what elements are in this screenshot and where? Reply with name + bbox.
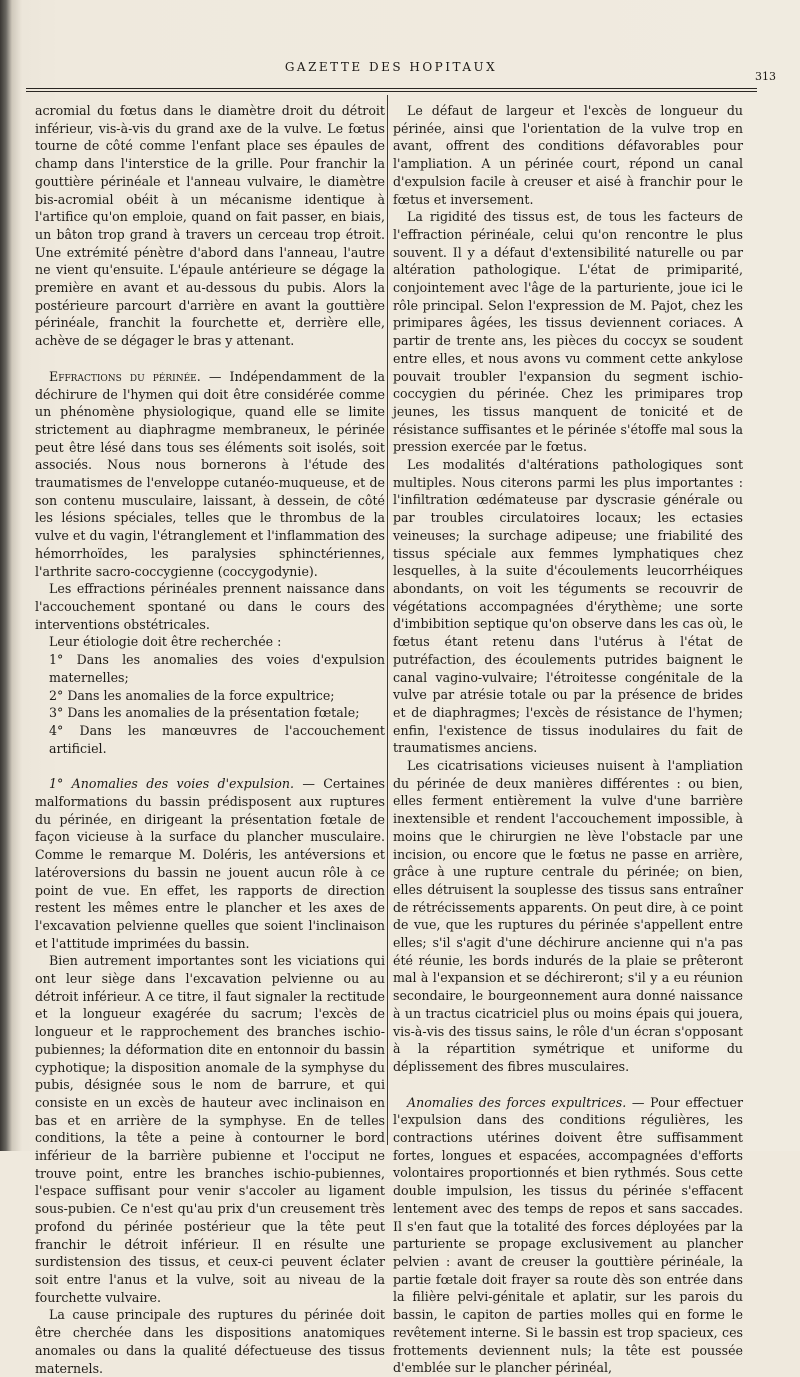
left-column — [35, 102, 385, 1376]
paragraph: Les effractions périnéales prennent naissance dans l'accouchement spontané ou dans le cours des interventions obstétricales. — [35, 581, 385, 632]
list-item: 2° Dans les anomalies de la force expultrice; — [49, 687, 335, 703]
paragraph: Les cicatrisations vicieuses nuisent à l'ampliation du périnée de deux manières différentes : ou bien, elles ferment entièrement la vulve d'une barrière inextensible et rendent l'accouchement impossible, à moins que le chirurgien ne lève l'obstacle par une incision, ou encore que le fœtus ne passe en arrière, grâce à une rupture centrale du périnée; on bien, elles détruisent la souplesse des tissus sans entraîner de rétrécissements apparents. On peut dire, à ce point de vue, que les ruptures du périnée s'appellent entre elles; s'il s'agit d'une déchirure ancienne qui n'a pas été réunie, les bords indurés de la plaie se prêteront mal à l'expansion et se déchireront; s'il y a eu réunion secondaire, le bourgeonnement aura donné naissance à un tractus cicatriciel plus ou moins épais qui jouera, vis-à-vis des tissus sains, le rôle d'un écran s'opposant à la répartition symétrique et uniforme du déplissement des fibres musculaires. — [393, 758, 743, 1074]
paragraph — [35, 775, 385, 952]
list-item: 4° Dans les manœuvres de l'accouchement artificiel. — [49, 722, 385, 756]
page-number: 313 — [755, 70, 776, 83]
section-heading: 1° Anomalies des voies d'expulsion. — [49, 776, 294, 792]
section-heading: Anomalies des forces expultrices. — [407, 1094, 627, 1110]
running-title: GAZETTE DES HOPITAUX — [284, 60, 498, 74]
paragraph-text: — Indépendamment de la déchirure de l'hymen qui doit être considérée comme un phénomène physiologique, quand elle se limite strictement au diaphragme membraneux, le périnée peut être lésé dans tous ses éléments soit isolés, soit associés. Nous nous bornerons à l'étude des traumatismes de l'enveloppe cutanéo-muqueuse, et de son contenu musculaire, laissant, à dessein, de côté les lésions spéciales, telles que le thrombus de la vulve et du vagin, l'étranglement et l'inflammation des hémorrhoïdes, les paralysies sphinctériennes, l'arthrite sacro-coccygienne (coccygodynie). — [35, 368, 385, 579]
paragraph: Bien autrement importantes sont les viciations qui ont leur siège dans l'excavation pelvienne ou au détroit inférieur. A ce titre, il faut signaler la rectitude et la longueur exagérée du sacrum; l'excès de longueur et le rapprochement des branches ischio-pubiennes; la déformation dite en entonnoir du bassin cyphotique; la disposition anomale de la symphyse du pubis, désignée sous le nom de barrure, et qui consiste en un excès de hauteur avec inclinaison en bas et en arrière de la symphyse. En de telles conditions, la tête a peine à contourner le bord inférieur de la barrière pubienne et l'occiput ne trouve point, entre les branches ischio-pubiennes, l'espace suffisant pour venir s'accoler au ligament sous-pubien. Ce n'est qu'au prix d'un creusement très profond du périnée postérieur que la tête peut franchir le détroit inférieur. Il en résulte une surdistension des tissus, et ceux-ci peuvent éclater soit entre l'anus et la vulve, soit au niveau de la fourchette vulvaire. — [35, 953, 385, 1305]
paragraph: acromial du fœtus dans le diamètre droit du détroit inférieur, vis-à-vis du grand axe de la vulve. Le fœtus tourne de côté comme l'enfant place ses épaules de champ dans l'interstice de la grille. Pour franchir la gouttière périnéale et l'anneau vulvaire, le diamètre bis-acromial obéit à un mécanisme identique à l'artifice qu'on emploie, quand on fait passer, en biais, un bâton trop grand à travers un cerceau trop étroit. Une extrémité pénètre d'abord dans l'anneau, l'autre ne vient qu'ensuite. L'épaule antérieure se dégage la première en avant et au-dessous du pubis. Alors la postérieure parcourt d'arrière en avant la gouttière périnéale, franchit la fourchette et, derrière elle, achève de se dégager le bras y attenant. — [35, 103, 385, 349]
paragraph: La cause principale des ruptures du périnée doit être cherchée dans les dispositions anatomiques anomales ou dans la qualité défectueuse des tissus maternels. — [35, 1307, 385, 1376]
list-item: 1° Dans les anomalies des voies d'expulsion maternelles; — [49, 652, 385, 685]
header-rule-bottom — [26, 91, 757, 92]
paragraph-text: — Certaines malformations du bassin prédisposent aux ruptures du périnée, en dirigeant la présentation fœtale de façon vicieuse à la surface du plancher musculaire. Comme le remarque M. Doléris, les antéversions et latéroversions du bassin ne jouent aucun rôle à ce point de vue. En effet, les rapports de direction restent les mêmes entre le plancher et les axes de l'excavation pelvienne quelles que soient l'inclinaison et l'attitude imprimées du bassin. — [35, 776, 385, 951]
paragraph-text: — Pour effectuer l'expulsion dans des conditions régulières, les contractions utérines doivent être suffisamment fortes, longues et espacées, accompagnées d'efforts volontaires proportionnés et bien rythmés. Sous cette double impulsion, les tissus du périnée s'effacent lentement avec des temps de repos et sans saccades. Il s'en faut que la totalité des forces déployées par la parturiente se propage exclusivement au plancher pelvien : avant de creuser la gouttière périnéale, la partie fœtale doit frayer sa route dès son entrée dans la filière pelvi-génitale et aplatir, sur les parois du bassin, le capiton de parties molles qui en forme le revêtement interne. Si le bassin est trop spacieux, ces frottements deviennent nuls; la tête est poussée d'emblée sur le plancher périnéal, — [393, 1094, 743, 1376]
paragraph: Leur étiologie doit être recherchée : — [49, 634, 282, 650]
paragraph — [393, 1094, 743, 1377]
list-item: 3° Dans les anomalies de la présentation fœtale; — [49, 705, 360, 721]
header-rule-top — [26, 88, 757, 89]
right-column — [393, 102, 743, 1376]
paragraph — [35, 368, 385, 580]
paragraph: Le défaut de largeur et l'excès de longueur du périnée, ainsi que l'orientation de la vulve trop en avant, offrent des conditions défavorables pour l'ampliation. A un périnée court, répond un canal d'expulsion facile à creuser et aisé à franchir pour le fœtus et inversement. — [393, 103, 743, 207]
paragraph: Les modalités d'altérations pathologiques sont multiples. Nous citerons parmi les plus importantes : l'infiltration œdémateuse par dyscrasie générale ou par troubles circulatoires locaux; les ectasies veineuses; la surchage adipeuse; une friabilité des tissus spéciale aux femmes lymphatiques chez lesquelles, à la suite d'écoulements leucorrhéiques abondants, on voit les téguments se recouvrir de végétations accompagnées d'érythème; une sorte d'imbibition septique qu'on observe dans les cas où, le fœtus étant retenu dans l'utérus à l'état de putréfaction, des écoulements putrides baignent le canal vagino-vulvaire; l'étroitesse congénitale de la vulve par atrésie totale ou par la présence de brides et de diaphragmes; l'excès de résistance de l'hymen; enfin, l'existence de tissus inodulaires du fait de traumatismes anciens. — [393, 457, 743, 756]
section-heading: Effractions du périnée. — [49, 368, 201, 384]
page-header — [26, 60, 776, 83]
paragraph: La rigidité des tissus est, de tous les facteurs de l'effraction périnéale, celui qu'on rencontre le plus souvent. Il y a défaut d'extensibilité naturelle ou par altération pathologique. L'état de primiparité, conjointement avec l'âge de la parturiente, joue ici le rôle principal. Selon l'expression de M. Pajot, chez les primipares âgées, les tissus deviennent coriaces. A partir de trente ans, les pièces du coccyx se soudent entre elles, et nous avons vu comment cette ankylose pouvait troubler l'expansion du segment ischio-coccygien du périnée. Chez les primipares trop jeunes, les tissus manquent de tonicité et de résistance suffisantes et le périnée s'étoffe mal sous la pression exercée par le fœtus. — [393, 209, 743, 455]
column-separator — [387, 95, 388, 1145]
